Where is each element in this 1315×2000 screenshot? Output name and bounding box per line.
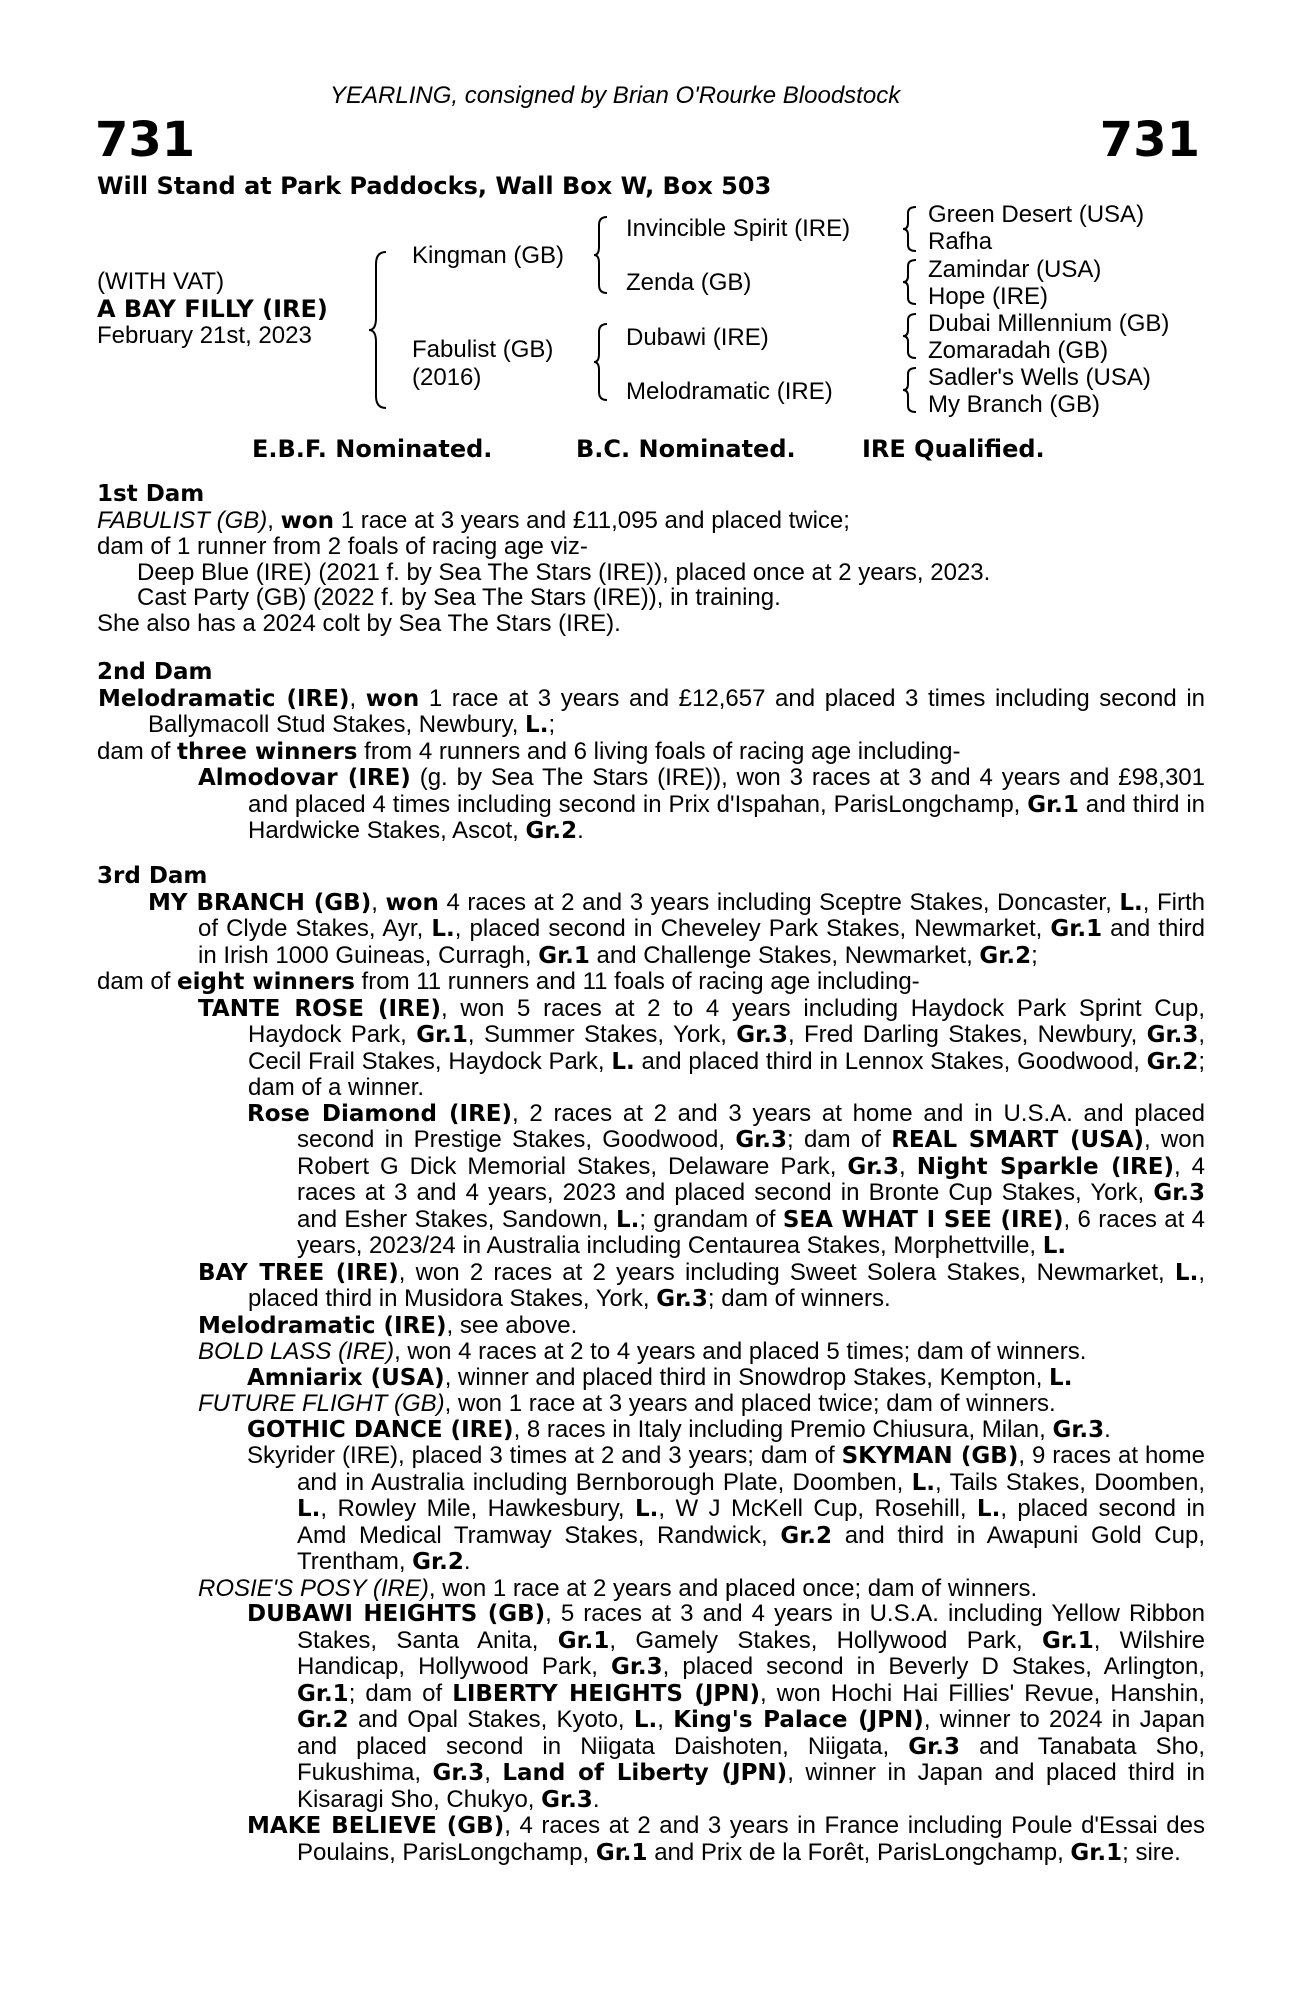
rose-diamond-name: Rose Diamond (IRE)	[247, 1100, 513, 1127]
my-branch-entry: MY BRANCH (GB), won 4 races at 2 and 3 years including Sceptre Stakes, Doncaster, L., Firth of Clyde Stakes, Ayr, L., placed second in Cheveley Park Stakes, Newmarket, Gr.1 and third in Irish 1000 Guineas, Curragh, Gr.1 and Challenge Stakes, Newmarket, Gr.2;	[148, 888, 1205, 969]
text: ; dam of	[348, 1679, 453, 1707]
text: , won 4 races at 2 to 4 years and placed 5 times; dam of winners.	[394, 1338, 1087, 1365]
text: , placed second in Beverly D Stakes, Arlington,	[662, 1653, 1205, 1680]
text: ; dam of	[787, 1126, 892, 1153]
grade-marker: Gr.1	[557, 1627, 610, 1654]
grade-marker: Gr.3	[541, 1786, 593, 1813]
text: .	[1104, 1415, 1111, 1443]
text: , winner in Japan and placed third in Kisaragi Sho, Chukyo,	[297, 1759, 1206, 1813]
sire-name: Kingman (GB)	[412, 242, 565, 269]
sire-sire-name: Invincible Spirit (IRE)	[626, 215, 851, 242]
listed-marker: L.	[1174, 1259, 1199, 1286]
second-dam-name: Melodramatic (IRE)	[98, 685, 350, 712]
foaling-date: February 21st, 2023	[97, 322, 312, 349]
text: , Fred Darling Stakes, Newbury,	[787, 1021, 1147, 1048]
kings-palace-name: King's Palace (JPN)	[673, 1707, 924, 1733]
text: , placed second in Amd Medical Tramway Stakes, Randwick,	[297, 1495, 1206, 1549]
gothic-dance-name: GOTHIC DANCE (IRE)	[247, 1416, 514, 1443]
great-grandparent-2: Rafha	[928, 228, 993, 255]
lot-number-left: 731	[95, 112, 196, 168]
text: , Summer Stakes, York,	[467, 1021, 737, 1048]
second-dam-produce-summary	[97, 739, 1205, 766]
grade-marker: Gr.1	[1050, 916, 1103, 942]
melodramatic-name: Melodramatic (IRE)	[198, 1312, 447, 1339]
second-dam-heading: 2nd Dam	[97, 659, 213, 685]
grade-marker: Gr.2	[1146, 1048, 1199, 1075]
tante-rose-name: TANTE ROSE (IRE)	[198, 995, 441, 1022]
text: , placed third in Musidora Stakes, York,	[248, 1258, 1205, 1312]
pedigree-brace-g2	[902, 258, 920, 306]
first-dam-heading: 1st Dam	[97, 481, 205, 507]
make-believe-entry	[97, 1813, 1205, 1866]
text: , Gamely Stakes, Hollywood Park,	[609, 1626, 1043, 1654]
second-dam-record-text: 1 race at 3 years and £12,657 and placed 3 times including second in Ballymacoll Stud Stakes, Newbury,	[148, 684, 1205, 738]
first-dam-produce-summary: dam of 1 runner from 2 foals of racing age viz-	[97, 533, 588, 560]
dam-name: Fabulist (GB)	[412, 336, 554, 363]
text: , W J McKell Cup, Rosehill,	[658, 1495, 977, 1522]
listed-marker: L.	[1042, 1233, 1067, 1259]
third-dam-heading: 3rd Dam	[97, 863, 208, 889]
great-grandparent-1: Green Desert (USA)	[928, 201, 1145, 228]
text: .	[577, 817, 584, 844]
text: , 4 races at 3 and 4 years, 2023 and placed second in Bronte Cup Stakes, York,	[297, 1152, 1205, 1206]
first-dam-record: FABULIST (GB), won 1 race at 3 years and £11,095 and placed twice;	[97, 506, 850, 534]
text: from 11 runners and 11 foals of racing age including-	[354, 968, 920, 995]
great-grandparent-8: My Branch (GB)	[928, 391, 1101, 418]
listed-marker: L.	[297, 1496, 321, 1522]
grade-marker: Gr.1	[1070, 1839, 1123, 1866]
listed-marker: L.	[911, 1469, 936, 1496]
third-dam-produce-summary	[97, 969, 1205, 996]
ebf-nomination: E.B.F. Nominated.	[252, 435, 493, 463]
bay-tree-name: BAY TREE (IRE)	[198, 1259, 399, 1286]
grade-marker: Gr.3	[908, 1733, 960, 1760]
amniarix-name: Amniarix (USA)	[247, 1364, 445, 1391]
grade-marker: Gr.1	[595, 1839, 648, 1866]
text: , won 2 races at 2 years including Sweet Solera Stakes, Newmarket,	[398, 1258, 1175, 1286]
text: and Opal Stakes, Kyoto,	[348, 1706, 634, 1733]
text: from 4 runners and 6 living foals of racing age including-	[357, 737, 961, 765]
grade-marker: Gr.3	[1153, 1180, 1205, 1206]
dam-year: (2016)	[412, 364, 482, 391]
first-dam-foal-1: Deep Blue (IRE) (2021 f. by Sea The Stars (IRE)), placed once at 2 years, 2023.	[137, 558, 991, 586]
text: and third in Irish 1000 Guineas, Curragh,	[198, 915, 1205, 969]
second-dam-record-end: ;	[548, 711, 556, 738]
rosies-posy-entry	[97, 1576, 1205, 1602]
text: , 2 races at 2 and 3 years at home and in U.S.A. and placed second in Prestige Stakes, Goodwood,	[297, 1099, 1206, 1153]
almodovar-name: Almodovar (IRE)	[198, 765, 411, 791]
first-dam-record-text: 1 race at 3 years and £11,095 and placed twice;	[334, 506, 850, 534]
first-dam-won: won	[280, 507, 335, 534]
text: , Tails Stakes, Doomben,	[935, 1468, 1205, 1496]
grade-marker: Gr.3	[736, 1022, 788, 1048]
pedigree-brace-dam	[593, 322, 611, 402]
dam-dam-name: Melodramatic (IRE)	[626, 378, 833, 405]
amniarix-entry	[97, 1365, 1205, 1392]
dubawi-heights-name: DUBAWI HEIGHTS (GB)	[247, 1601, 546, 1627]
bold-lass-entry	[97, 1339, 1205, 1365]
listed-marker: L.	[1119, 889, 1143, 916]
dam-sire-name: Dubawi (IRE)	[626, 324, 769, 351]
night-sparkle-name: Night Sparkle (IRE)	[916, 1153, 1174, 1180]
great-grandparent-7: Sadler's Wells (USA)	[928, 364, 1151, 391]
consignment-line: YEARLING, consigned by Brian O'Rourke Bloodstock	[330, 82, 901, 109]
gothic-dance-entry	[97, 1417, 1205, 1444]
great-grandparent-5: Dubai Millennium (GB)	[928, 310, 1170, 337]
melodramatic-entry	[97, 1313, 1205, 1340]
listed-marker: L.	[976, 1496, 1001, 1522]
bold-lass-name: BOLD LASS (IRE)	[198, 1338, 395, 1365]
text: .	[592, 1785, 600, 1813]
horse-name: A BAY FILLY (IRE)	[97, 295, 328, 323]
vat-note: (WITH VAT)	[97, 268, 225, 295]
text: and Esher Stakes, Sandown,	[297, 1205, 616, 1233]
first-dam-also: She also has a 2024 colt by Sea The Stars (IRE).	[97, 609, 621, 637]
great-grandparent-6: Zomaradah (GB)	[928, 337, 1109, 364]
grade-marker: Gr.1	[538, 942, 590, 969]
lot-number-right: 731	[1099, 112, 1200, 168]
grade-marker: Gr.1	[416, 1022, 468, 1048]
real-smart-name: REAL SMART (USA)	[891, 1127, 1145, 1153]
make-believe-name: MAKE BELIEVE (GB)	[247, 1813, 505, 1839]
text: , winner and placed third in Snowdrop Stakes, Kempton,	[444, 1363, 1050, 1391]
skyman-name: SKYMAN (GB)	[841, 1443, 1019, 1469]
text: ,	[899, 1152, 917, 1180]
land-of-liberty-name: Land of Liberty (JPN)	[502, 1760, 788, 1786]
grade-marker: Gr.2	[297, 1707, 349, 1733]
text: , 6 races at 4 years, 2023/24 in Australia including Centaurea Stakes, Morphettville,	[297, 1205, 1205, 1259]
grade-marker: Gr.3	[735, 1127, 787, 1153]
grade-marker: Gr.3	[610, 1654, 663, 1680]
second-dam-won: won	[365, 685, 420, 712]
grade-marker: Gr.2	[979, 942, 1032, 969]
great-grandparent-3: Zamindar (USA)	[928, 256, 1102, 283]
pedigree-brace-g4	[902, 366, 920, 414]
great-grandparent-4: Hope (IRE)	[928, 283, 1049, 310]
listed-marker: L.	[611, 1048, 635, 1075]
text: ; dam of a winner.	[248, 1047, 1206, 1101]
text: and third in Hardwicke Stakes, Ascot,	[248, 790, 1205, 844]
listed-marker: L.	[1049, 1364, 1073, 1391]
rose-diamond-entry	[97, 1101, 1205, 1260]
dubawi-heights-entry	[97, 1601, 1205, 1813]
text: and Tanabata Sho, Fukushima,	[297, 1732, 1205, 1786]
text: , Rowley Mile, Hawkesbury,	[320, 1495, 635, 1522]
text: (g. by Sea The Stars (IRE)), won 3 races at 3 and 4 years and £98,301 and placed 4 times including second in Prix d'Ispahan, ParisLongchamp,	[248, 764, 1205, 818]
third-dam-section	[97, 864, 1205, 1866]
first-dam-name: FABULIST (GB)	[97, 506, 268, 534]
grade-marker: Gr.3	[1052, 1416, 1105, 1443]
text: ,	[657, 1706, 674, 1733]
listed-marker: L.	[615, 1206, 640, 1233]
grade-marker: Gr.2	[525, 818, 578, 844]
liberty-heights-name: LIBERTY HEIGHTS (JPN)	[452, 1680, 761, 1707]
future-flight-name: FUTURE FLIGHT (GB)	[198, 1390, 445, 1417]
text: , 5 races at 3 and 4 years in U.S.A. including Yellow Ribbon Stakes, Santa Anita,	[297, 1600, 1206, 1654]
text: , Cecil Frail Stakes, Haydock Park,	[248, 1021, 1205, 1075]
text: ; dam of winners.	[707, 1285, 891, 1312]
text: ; grandam of	[639, 1205, 783, 1233]
text: , won Robert G Dick Memorial Stakes, Delaware Park,	[297, 1126, 1206, 1180]
grade-marker: Gr.1	[1042, 1627, 1094, 1654]
first-dam-foal-2: Cast Party (GB) (2022 f. by Sea The Stars (IRE)), in training.	[137, 584, 781, 611]
text: and third in Awapuni Gold Cup, Trentham,	[297, 1521, 1205, 1575]
bc-nomination: B.C. Nominated.	[576, 435, 796, 463]
almodovar-entry	[97, 765, 1205, 845]
rosies-posy-name: ROSIE'S POSY (IRE)	[198, 1574, 429, 1602]
text: , Wilshire Handicap, Hollywood Park,	[297, 1626, 1206, 1680]
text: and Challenge Stakes, Newmarket,	[589, 941, 980, 969]
grade-marker: Gr.3	[847, 1153, 900, 1180]
text: ; sire.	[1122, 1838, 1181, 1866]
text: ;	[1031, 941, 1038, 969]
grade-marker: Gr.3	[1146, 1022, 1199, 1048]
grade-marker: Gr.1	[297, 1680, 349, 1707]
text: , 9 races at home and in Australia including Bernborough Plate, Doomben,	[297, 1442, 1205, 1496]
pedigree-brace-g1	[902, 205, 920, 253]
text: , placed second in Cheveley Park Stakes, Newmarket,	[454, 915, 1051, 942]
bay-tree-entry	[97, 1260, 1205, 1313]
listed-marker: L.	[525, 712, 549, 738]
pedigree-brace-g3	[902, 312, 920, 360]
text: , won 1 race at 3 years and placed twice; dam of winners.	[444, 1390, 1056, 1417]
first-dam-section	[97, 482, 1205, 636]
text: , won 5 races at 2 to 4 years including Haydock Park Sprint Cup, Haydock Park,	[248, 994, 1205, 1048]
won-marker: won	[385, 889, 439, 916]
second-dam-section	[97, 660, 1205, 845]
ire-qualification: IRE Qualified.	[862, 435, 1045, 463]
grade-marker: Gr.2	[780, 1522, 833, 1549]
grade-marker: Gr.2	[412, 1549, 464, 1575]
pedigree-brace-sire	[593, 215, 611, 295]
text: dam of	[97, 737, 178, 765]
winners-count: three winners	[177, 738, 358, 765]
grade-marker: Gr.1	[1027, 791, 1079, 818]
text: dam of	[97, 968, 178, 995]
text: .	[463, 1548, 471, 1575]
tante-rose-entry	[97, 996, 1205, 1101]
text: , won Hochi Hai Fillies' Revue, Hanshin,	[760, 1679, 1206, 1707]
listed-marker: L.	[635, 1496, 659, 1522]
text: 4 races at 2 and 3 years including Sceptre Stakes, Doncaster,	[438, 888, 1120, 916]
listed-marker: L.	[633, 1707, 658, 1733]
stand-location: Will Stand at Park Paddocks, Wall Box W, Box 503	[97, 172, 772, 200]
my-branch-name: MY BRANCH (GB)	[148, 889, 372, 916]
second-dam-record: Melodramatic (IRE), won 1 race at 3 years and £12,657 and placed 3 times including second in Ballymacoll Stud Stakes, Newbury, L.;	[98, 684, 1205, 738]
text: , 8 races in Italy including Premio Chiusura, Milan,	[513, 1415, 1053, 1443]
text: ,	[484, 1759, 503, 1786]
skyrider-entry	[97, 1443, 1205, 1576]
grade-marker: Gr.3	[432, 1760, 485, 1786]
sea-what-i-see-name: SEA WHAT I SEE (IRE)	[782, 1206, 1064, 1233]
text: , 4 races at 2 and 3 years in France including Poule d'Essai des Poulains, ParisLongchamp,	[297, 1812, 1205, 1866]
text: and placed third in Lennox Stakes, Goodwood,	[634, 1047, 1147, 1075]
text: , winner to 2024 in Japan and placed second in Niigata Daishoten, Niigata,	[297, 1706, 1206, 1760]
listed-marker: L.	[431, 916, 455, 942]
future-flight-entry	[97, 1391, 1205, 1417]
winners-count: eight winners	[177, 969, 355, 995]
text: Skyrider (IRE), placed 3 times at 2 and 3 years; dam of	[247, 1442, 842, 1469]
pedigree-brace-horse	[368, 250, 392, 410]
grade-marker: Gr.3	[656, 1286, 708, 1312]
text: and Prix de la Forêt, ParisLongchamp,	[647, 1838, 1071, 1866]
text: , won 1 race at 2 years and placed once; dam of winners.	[428, 1574, 1038, 1602]
text: , see above.	[446, 1311, 578, 1339]
sire-dam-name: Zenda (GB)	[626, 269, 752, 296]
text: , Firth of Clyde Stakes, Ayr,	[198, 888, 1205, 942]
